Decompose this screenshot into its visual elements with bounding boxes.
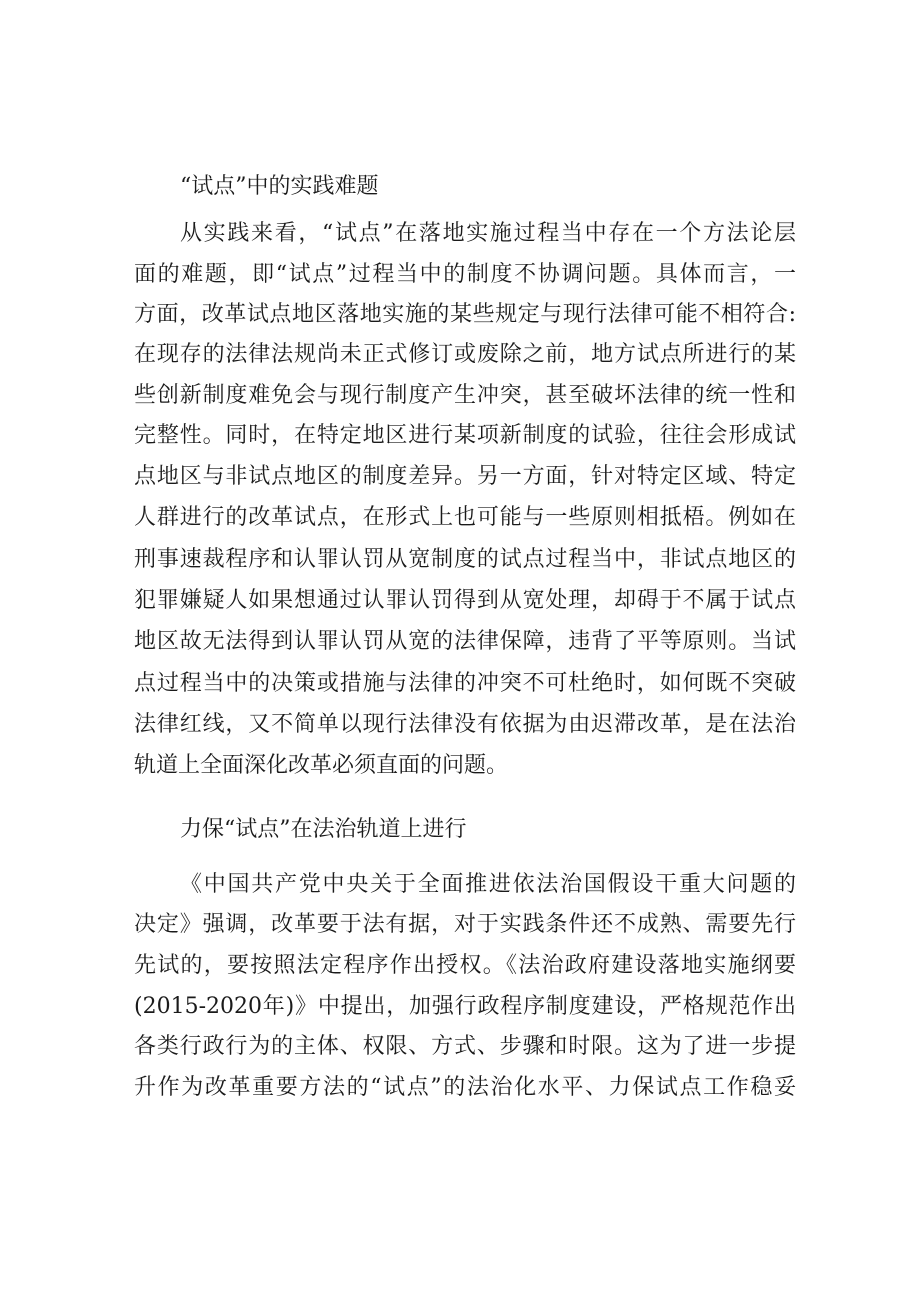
paragraph-line: 方面，改革试点地区落地实施的某些规定与现行法律可能不相符合: — [134, 302, 796, 327]
paragraph-line: 些创新制度难免会与现行制度产生冲突，甚至破坏法律的统一性和 — [134, 383, 796, 408]
paragraph-line: 升作为改革重要方法的“试点”的法治化水平、力保试点工作稳妥 — [134, 1075, 796, 1100]
paragraph-line: 决定》强调，改革要于法有据，对于实践条件还不成熟、需要先行 — [134, 912, 796, 937]
paragraph-line: 点过程当中的决策或措施与法律的冲突不可杜绝时，如何既不突破 — [134, 671, 796, 696]
paragraph-line: 先试的，要按照法定程序作出授权。《法治政府建设落地实施纲要 — [134, 953, 796, 978]
paragraph-line: 犯罪嫌疑人如果想通过认罪认罚得到从宽处理，却碍于不属于试点 — [134, 588, 796, 613]
paragraph-line: (2015-2020年)》中提出，加强行政程序制度建设，严格规范作出 — [134, 994, 796, 1019]
paragraph-line: 人群进行的改革试点，在形式上也可能与一些原则相抵梧。例如在 — [134, 505, 796, 530]
section-heading-rule-of-law-track: 力保“试点”在法治轨道上进行 — [180, 817, 467, 842]
paragraph-line: 轨道上全面深化改革必须直面的问题。 — [134, 753, 509, 778]
paragraph-line: 各类行政行为的主体、权限、方式、步骤和时限。这为了进一步提 — [134, 1034, 796, 1059]
paragraph-line: 从实践来看，“试点”在落地实施过程当中存在一个方法论层 — [180, 221, 796, 246]
paragraph-line: 《中国共产党中央关于全面推进依法治国假设干重大问题的 — [180, 872, 796, 897]
paragraph-line: 刑事速裁程序和认罪认罚从宽制度的试点过程当中，非试点地区的 — [134, 547, 796, 572]
paragraph-line: 地区故无法得到认罪认罚从宽的法律保障，违背了平等原则。当试 — [134, 629, 796, 654]
paragraph-line: 法律红线，又不简单以现行法律没有依据为由迟滞改革，是在法治 — [134, 712, 796, 737]
paragraph-line: 完整性。同时，在特定地区进行某项新制度的试验，往往会形成试 — [134, 423, 796, 448]
paragraph-line: 在现存的法律法规尚未正式修订或废除之前，地方试点所进行的某 — [134, 342, 796, 367]
paragraph-line: 面的难题，即“试点”过程当中的制度不协调问题。具体而言，一 — [134, 262, 796, 287]
section-heading-practice-difficulties: “试点”中的实践难题 — [180, 174, 379, 199]
paragraph-line: 点地区与非试点地区的制度差异。另一方面，针对特定区域、特定 — [134, 464, 796, 489]
